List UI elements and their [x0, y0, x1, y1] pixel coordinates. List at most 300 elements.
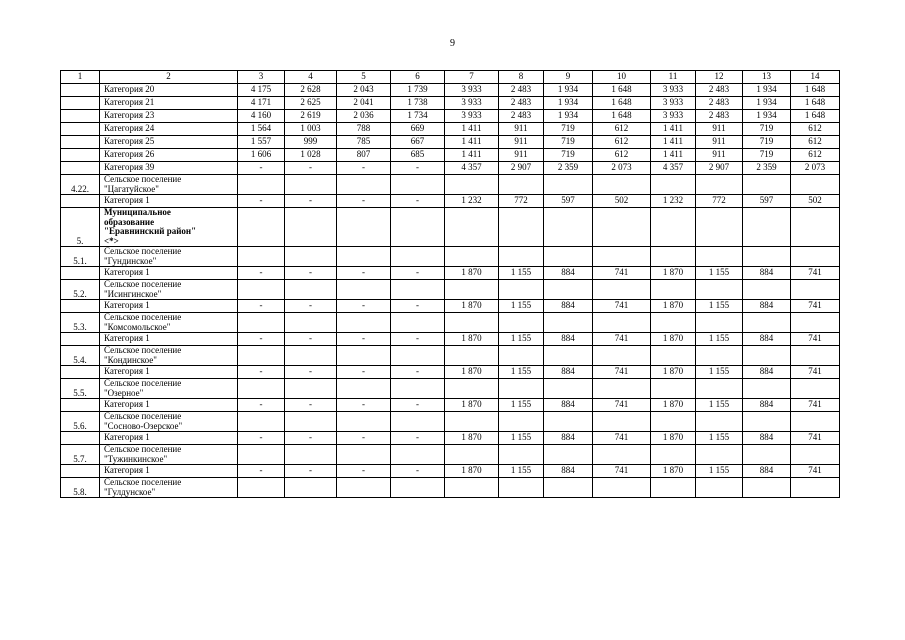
tariff-value: 719 — [544, 149, 593, 162]
category-row — [61, 97, 840, 110]
tariff-value: - — [238, 465, 285, 478]
category-row — [61, 399, 840, 412]
empty-cell — [791, 346, 840, 366]
tariff-value: 1 734 — [391, 110, 445, 123]
empty-cell — [238, 280, 285, 300]
category-row — [61, 195, 840, 208]
column-number: 3 — [238, 71, 285, 84]
row-index — [61, 123, 100, 136]
tariff-value: 1 155 — [696, 432, 743, 445]
empty-cell — [651, 379, 696, 399]
empty-cell — [696, 346, 743, 366]
tariff-value: 2 073 — [791, 162, 840, 175]
category-name: Категория 1 — [100, 366, 238, 379]
tariff-value: 2 359 — [743, 162, 791, 175]
empty-cell — [651, 208, 696, 247]
tariff-value: - — [391, 162, 445, 175]
empty-cell — [285, 445, 337, 465]
tariff-value: 612 — [593, 136, 651, 149]
row-index: 5.6. — [61, 412, 100, 432]
empty-cell — [651, 478, 696, 498]
settlement-name — [100, 379, 238, 399]
tariff-value: 884 — [743, 432, 791, 445]
tariff-value: - — [285, 300, 337, 313]
empty-cell — [391, 208, 445, 247]
tariff-value: 884 — [544, 300, 593, 313]
tariff-value: 741 — [593, 366, 651, 379]
tariff-value: 3 933 — [445, 110, 499, 123]
settlement-name-line: Сельское поселение — [104, 444, 182, 454]
category-name: Категория 1 — [100, 399, 238, 412]
tariff-value: 884 — [743, 333, 791, 346]
settlement-name-line: "Еравнинский район" — [104, 226, 197, 236]
tariff-value: 741 — [791, 267, 840, 280]
empty-cell — [544, 175, 593, 195]
settlement-name-line: "Кондинское" — [104, 354, 157, 365]
row-index: 4.22. — [61, 175, 100, 195]
settlement-name-line: Сельское поселение — [104, 312, 182, 322]
empty-cell — [391, 478, 445, 498]
empty-cell — [544, 208, 593, 247]
tariff-value: 1 934 — [743, 97, 791, 110]
empty-cell — [445, 280, 499, 300]
tariff-value: 2 483 — [696, 84, 743, 97]
tariff-value: 741 — [593, 333, 651, 346]
tariff-value: 884 — [743, 465, 791, 478]
tariff-value: 741 — [593, 300, 651, 313]
settlement-row — [61, 379, 840, 399]
tariff-value: 1 411 — [445, 123, 499, 136]
empty-cell — [238, 445, 285, 465]
row-index: 5.7. — [61, 445, 100, 465]
empty-cell — [285, 208, 337, 247]
tariff-value: 884 — [743, 399, 791, 412]
tariff-value: 4 357 — [445, 162, 499, 175]
settlement-row — [61, 478, 840, 498]
tariff-value: 2 073 — [593, 162, 651, 175]
tariff-value: 3 933 — [445, 97, 499, 110]
empty-cell — [499, 175, 544, 195]
tariff-value: 1 934 — [544, 84, 593, 97]
tariff-value: 741 — [593, 432, 651, 445]
tariff-value: 1 870 — [445, 366, 499, 379]
tariff-value: 911 — [696, 136, 743, 149]
tariff-table — [60, 70, 840, 498]
tariff-value: - — [337, 162, 391, 175]
tariff-value: - — [337, 399, 391, 412]
tariff-value: 911 — [499, 136, 544, 149]
tariff-value: - — [285, 399, 337, 412]
empty-cell — [743, 346, 791, 366]
tariff-value: 612 — [593, 123, 651, 136]
column-number: 2 — [100, 71, 238, 84]
tariff-value: 1 564 — [238, 123, 285, 136]
empty-cell — [696, 412, 743, 432]
empty-cell — [696, 445, 743, 465]
empty-cell — [593, 412, 651, 432]
tariff-value: 1 870 — [445, 333, 499, 346]
empty-cell — [499, 346, 544, 366]
tariff-value: 1 155 — [499, 267, 544, 280]
empty-cell — [238, 247, 285, 267]
tariff-value: 1 934 — [544, 97, 593, 110]
empty-cell — [791, 412, 840, 432]
empty-cell — [391, 313, 445, 333]
tariff-value: 785 — [337, 136, 391, 149]
tariff-value: 502 — [593, 195, 651, 208]
tariff-value: 1 028 — [285, 149, 337, 162]
empty-cell — [337, 379, 391, 399]
row-index — [61, 84, 100, 97]
tariff-value: 1 411 — [445, 149, 499, 162]
tariff-value: 1 738 — [391, 97, 445, 110]
tariff-value: 597 — [544, 195, 593, 208]
category-row — [61, 162, 840, 175]
table-body — [61, 71, 840, 498]
tariff-value: 2 483 — [696, 97, 743, 110]
tariff-value: 1 411 — [651, 136, 696, 149]
tariff-value: 1 648 — [593, 110, 651, 123]
row-index: 5. — [61, 208, 100, 247]
row-index — [61, 366, 100, 379]
category-name: Категория 23 — [100, 110, 238, 123]
tariff-value: 807 — [337, 149, 391, 162]
row-index: 5.1. — [61, 247, 100, 267]
category-name: Категория 1 — [100, 300, 238, 313]
empty-cell — [743, 208, 791, 247]
tariff-value: 1 232 — [445, 195, 499, 208]
tariff-value: - — [238, 399, 285, 412]
empty-cell — [499, 478, 544, 498]
tariff-value: 1 155 — [696, 465, 743, 478]
tariff-value: 788 — [337, 123, 391, 136]
tariff-value: 719 — [544, 136, 593, 149]
column-number: 5 — [337, 71, 391, 84]
empty-cell — [696, 280, 743, 300]
tariff-value: - — [285, 432, 337, 445]
row-index — [61, 110, 100, 123]
category-row — [61, 149, 840, 162]
empty-cell — [544, 478, 593, 498]
empty-cell — [651, 247, 696, 267]
empty-cell — [285, 478, 337, 498]
empty-cell — [238, 175, 285, 195]
tariff-value: 1 648 — [791, 97, 840, 110]
settlement-name-line: "Тужинкинское" — [104, 453, 168, 464]
column-number: 13 — [743, 71, 791, 84]
tariff-value: 1 557 — [238, 136, 285, 149]
settlement-row — [61, 175, 840, 195]
tariff-value: 884 — [544, 465, 593, 478]
empty-cell — [445, 412, 499, 432]
empty-cell — [391, 280, 445, 300]
empty-cell — [791, 379, 840, 399]
empty-cell — [391, 412, 445, 432]
category-name: Категория 24 — [100, 123, 238, 136]
tariff-value: 1 606 — [238, 149, 285, 162]
empty-cell — [445, 313, 499, 333]
tariff-value: 911 — [696, 149, 743, 162]
empty-cell — [337, 445, 391, 465]
tariff-value: 4 357 — [651, 162, 696, 175]
empty-cell — [743, 175, 791, 195]
tariff-value: 2 043 — [337, 84, 391, 97]
empty-cell — [337, 313, 391, 333]
column-number: 10 — [593, 71, 651, 84]
tariff-value: 719 — [544, 123, 593, 136]
tariff-value: 884 — [544, 432, 593, 445]
tariff-value: 1 870 — [651, 366, 696, 379]
empty-cell — [445, 445, 499, 465]
tariff-value: 719 — [743, 149, 791, 162]
tariff-value: 2 907 — [696, 162, 743, 175]
tariff-value: 4 160 — [238, 110, 285, 123]
empty-cell — [593, 280, 651, 300]
category-row — [61, 267, 840, 280]
row-index: 5.8. — [61, 478, 100, 498]
empty-cell — [337, 412, 391, 432]
row-index — [61, 399, 100, 412]
tariff-value: 1 870 — [651, 465, 696, 478]
tariff-value: 667 — [391, 136, 445, 149]
settlement-name-line: образование — [104, 216, 155, 227]
settlement-name — [100, 478, 238, 498]
empty-cell — [238, 379, 285, 399]
column-number: 8 — [499, 71, 544, 84]
tariff-value: 3 933 — [445, 84, 499, 97]
tariff-value: 1 155 — [696, 333, 743, 346]
settlement-name — [100, 208, 238, 247]
tariff-value: 1 155 — [696, 399, 743, 412]
empty-cell — [544, 379, 593, 399]
tariff-value: - — [238, 267, 285, 280]
tariff-value: - — [238, 432, 285, 445]
empty-cell — [238, 346, 285, 366]
tariff-value: - — [391, 432, 445, 445]
tariff-value: - — [238, 333, 285, 346]
empty-cell — [791, 208, 840, 247]
tariff-value: 2 483 — [499, 84, 544, 97]
tariff-value: - — [337, 300, 391, 313]
tariff-value: 1 870 — [651, 333, 696, 346]
tariff-value: 1 648 — [791, 110, 840, 123]
tariff-value: 2 907 — [499, 162, 544, 175]
tariff-value: 911 — [696, 123, 743, 136]
empty-cell — [337, 208, 391, 247]
tariff-value: - — [238, 366, 285, 379]
column-number: 11 — [651, 71, 696, 84]
tariff-value: 1 934 — [743, 84, 791, 97]
tariff-value: 741 — [791, 399, 840, 412]
settlement-name-line: "Гулдунское" — [104, 486, 156, 497]
tariff-value: 1 155 — [696, 366, 743, 379]
settlement-row — [61, 247, 840, 267]
column-number: 9 — [544, 71, 593, 84]
tariff-value: 884 — [544, 366, 593, 379]
page-number: 9 — [450, 38, 455, 49]
category-name: Категория 39 — [100, 162, 238, 175]
empty-cell — [391, 379, 445, 399]
empty-cell — [593, 247, 651, 267]
empty-cell — [791, 478, 840, 498]
municipality-row — [61, 208, 840, 247]
empty-cell — [238, 208, 285, 247]
empty-cell — [593, 346, 651, 366]
tariff-value: 669 — [391, 123, 445, 136]
tariff-value: - — [391, 195, 445, 208]
empty-cell — [445, 175, 499, 195]
tariff-value: 2 628 — [285, 84, 337, 97]
tariff-value: 741 — [593, 465, 651, 478]
category-name: Категория 1 — [100, 195, 238, 208]
settlement-name-line: Сельское поселение — [104, 345, 182, 355]
tariff-value: 612 — [791, 149, 840, 162]
empty-cell — [651, 175, 696, 195]
empty-cell — [285, 175, 337, 195]
row-index: 5.3. — [61, 313, 100, 333]
empty-cell — [391, 247, 445, 267]
tariff-value: 1 232 — [651, 195, 696, 208]
empty-cell — [593, 445, 651, 465]
category-name: Категория 21 — [100, 97, 238, 110]
category-row — [61, 465, 840, 478]
tariff-value: 1 155 — [499, 399, 544, 412]
row-index: 5.4. — [61, 346, 100, 366]
empty-cell — [544, 313, 593, 333]
tariff-value: 1 934 — [743, 110, 791, 123]
row-index — [61, 432, 100, 445]
tariff-value: 1 155 — [499, 300, 544, 313]
empty-cell — [696, 379, 743, 399]
settlement-name-line: "Цагатуйское" — [104, 183, 159, 194]
tariff-value: 1 648 — [593, 84, 651, 97]
tariff-value: 1 155 — [499, 333, 544, 346]
column-number: 4 — [285, 71, 337, 84]
row-index — [61, 149, 100, 162]
empty-cell — [544, 346, 593, 366]
empty-cell — [445, 478, 499, 498]
tariff-value: 884 — [743, 366, 791, 379]
tariff-value: 772 — [499, 195, 544, 208]
empty-cell — [499, 247, 544, 267]
tariff-value: - — [285, 162, 337, 175]
tariff-value: 911 — [499, 149, 544, 162]
settlement-name-line: <*> — [104, 235, 119, 246]
empty-cell — [285, 280, 337, 300]
empty-cell — [391, 346, 445, 366]
column-number: 7 — [445, 71, 499, 84]
tariff-value: 2 483 — [499, 110, 544, 123]
tariff-value: 741 — [791, 366, 840, 379]
tariff-value: 741 — [791, 300, 840, 313]
category-row — [61, 123, 840, 136]
empty-cell — [445, 346, 499, 366]
tariff-value: 685 — [391, 149, 445, 162]
empty-cell — [544, 412, 593, 432]
category-row — [61, 84, 840, 97]
tariff-value: - — [337, 267, 391, 280]
tariff-value: 1 648 — [791, 84, 840, 97]
empty-cell — [696, 208, 743, 247]
tariff-value: 2 036 — [337, 110, 391, 123]
tariff-value: 2 483 — [499, 97, 544, 110]
empty-cell — [499, 379, 544, 399]
empty-cell — [593, 175, 651, 195]
tariff-value: - — [285, 465, 337, 478]
tariff-value: 1 155 — [499, 465, 544, 478]
empty-cell — [651, 280, 696, 300]
tariff-value: - — [391, 399, 445, 412]
column-number-row — [61, 71, 840, 84]
tariff-value: - — [238, 300, 285, 313]
settlement-name-line: "Гундинское" — [104, 255, 157, 266]
tariff-value: 1 411 — [651, 149, 696, 162]
tariff-value: - — [285, 333, 337, 346]
row-index: 5.5. — [61, 379, 100, 399]
tariff-value: 612 — [791, 123, 840, 136]
empty-cell — [499, 445, 544, 465]
empty-cell — [391, 175, 445, 195]
tariff-value: 911 — [499, 123, 544, 136]
empty-cell — [238, 412, 285, 432]
tariff-value: 1 648 — [593, 97, 651, 110]
tariff-value: 1 155 — [696, 267, 743, 280]
tariff-value: 741 — [791, 333, 840, 346]
tariff-value: 1 870 — [651, 300, 696, 313]
tariff-value: 1 870 — [445, 267, 499, 280]
tariff-value: 502 — [791, 195, 840, 208]
tariff-value: - — [337, 465, 391, 478]
row-index — [61, 333, 100, 346]
row-index — [61, 300, 100, 313]
empty-cell — [743, 280, 791, 300]
empty-cell — [337, 175, 391, 195]
tariff-value: 719 — [743, 123, 791, 136]
column-number: 1 — [61, 71, 100, 84]
category-name: Категория 20 — [100, 84, 238, 97]
tariff-value: 1 739 — [391, 84, 445, 97]
empty-cell — [285, 313, 337, 333]
tariff-value: 772 — [696, 195, 743, 208]
empty-cell — [285, 379, 337, 399]
empty-cell — [238, 313, 285, 333]
empty-cell — [791, 280, 840, 300]
settlement-name — [100, 445, 238, 465]
tariff-value: 3 933 — [651, 110, 696, 123]
tariff-value: - — [285, 267, 337, 280]
tariff-value: 741 — [593, 267, 651, 280]
empty-cell — [544, 280, 593, 300]
tariff-value: - — [391, 267, 445, 280]
tariff-value: 1 870 — [445, 300, 499, 313]
tariff-value: 2 041 — [337, 97, 391, 110]
empty-cell — [238, 478, 285, 498]
empty-cell — [593, 208, 651, 247]
empty-cell — [743, 478, 791, 498]
empty-cell — [743, 247, 791, 267]
empty-cell — [651, 445, 696, 465]
empty-cell — [445, 379, 499, 399]
tariff-value: - — [337, 333, 391, 346]
empty-cell — [337, 280, 391, 300]
tariff-value: 612 — [791, 136, 840, 149]
empty-cell — [791, 445, 840, 465]
tariff-value: - — [238, 162, 285, 175]
settlement-name-line: Сельское поселение — [104, 411, 182, 421]
empty-cell — [791, 313, 840, 333]
tariff-value: 884 — [743, 267, 791, 280]
empty-cell — [544, 247, 593, 267]
